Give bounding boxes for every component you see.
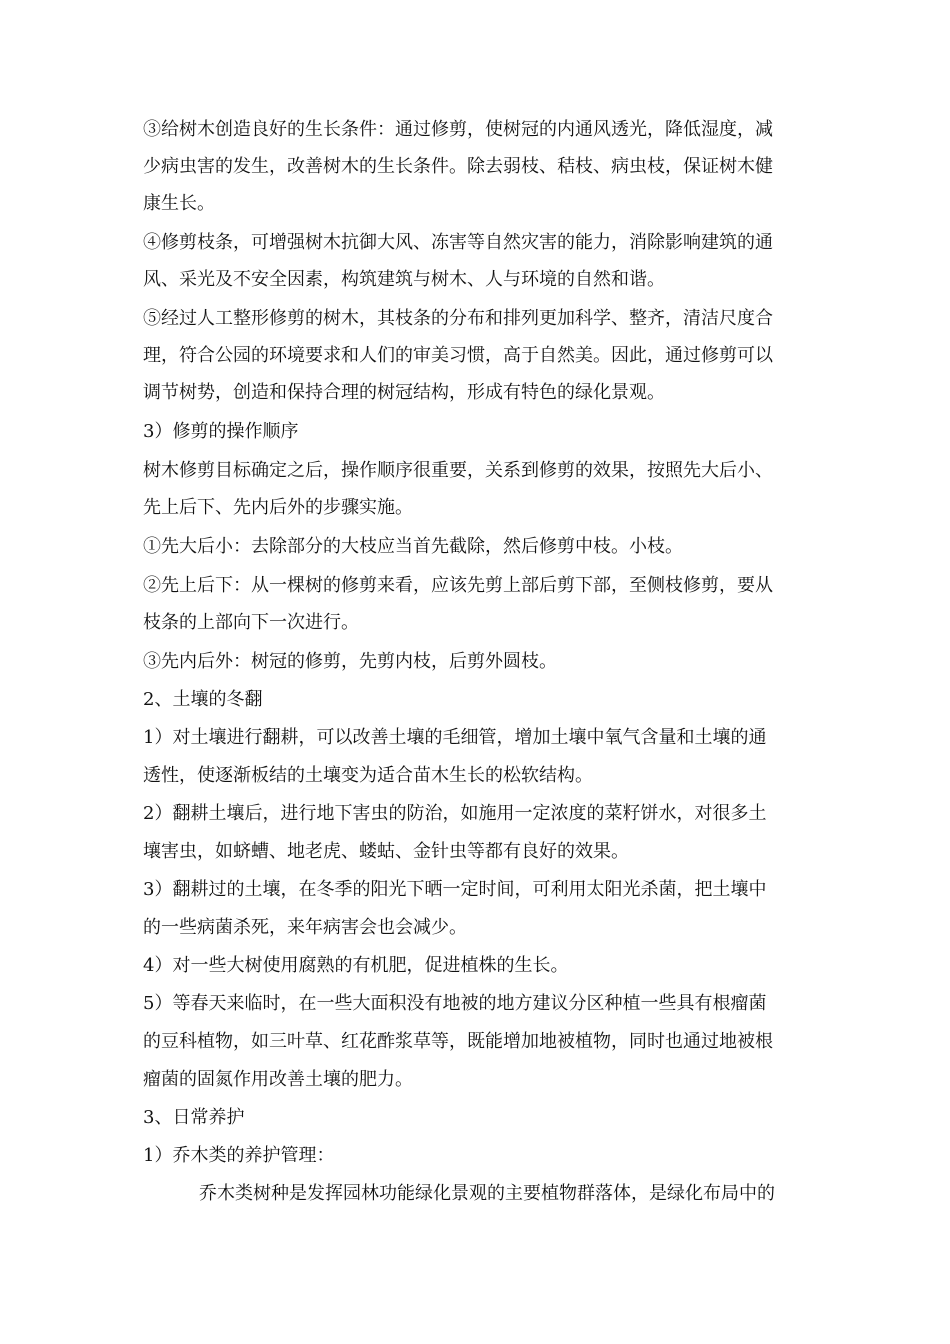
text-line: ⑤经过人工整形修剪的树木，其枝条的分布和排列更加科学、整齐，清洁尺度合 [143,308,773,329]
indented-paragraph-line: 乔木类树种是发挥园林功能绿化景观的主要植物群落体，是绿化布局中的 [199,1183,775,1204]
text-line: 康生长。 [143,193,215,214]
text-line: 2）翻耕土壤后，进行地下害虫的防治，如施用一定浓度的菜籽饼水，对很多土 [143,803,767,824]
text-line: ②先上后下：从一棵树的修剪来看，应该先剪上部后剪下部，至侧枝修剪，要从 [143,575,773,596]
text-line: 树木修剪目标确定之后，操作顺序很重要，关系到修剪的效果，按照先大后小、 [143,460,773,481]
text-line: 的豆科植物，如三叶草、红花酢浆草等，既能增加地被植物，同时也通过地被根 [143,1031,773,1052]
text-line: 调节树势，创造和保持合理的树冠结构，形成有特色的绿化景观。 [143,382,665,403]
text-line: 壤害虫，如蛴螬、地老虎、蝼蛄、金针虫等都有良好的效果。 [143,841,629,862]
section-subheading: 1）乔木类的养护管理： [143,1145,335,1166]
text-line: 先上后下、先内后外的步骤实施。 [143,497,413,518]
text-line: 4）对一些大树使用腐熟的有机肥，促进植株的生长。 [143,955,569,976]
section-heading: 3、日常养护 [143,1107,245,1128]
text-line: 5）等春天来临时，在一些大面积没有地被的地方建议分区种植一些具有根瘤菌 [143,993,767,1014]
text-line: 枝条的上部向下一次进行。 [143,612,359,633]
text-line: 3）翻耕过的土壤，在冬季的阳光下晒一定时间，可利用太阳光杀菌，把土壤中 [143,879,767,900]
text-line: 的一些病菌杀死，来年病害会也会减少。 [143,917,467,938]
text-line: 风、采光及不安全因素，构筑建筑与树木、人与环境的自然和谐。 [143,269,665,290]
text-line: ③给树木创造良好的生长条件：通过修剪，使树冠的内通风透光，降低湿度，减 [143,119,773,140]
text-line: 瘤菌的固氮作用改善土壤的肥力。 [143,1069,413,1090]
section-subheading: 3）修剪的操作顺序 [143,421,299,442]
text-line: ①先大后小：去除部分的大枝应当首先截除，然后修剪中枝。小枝。 [143,536,683,557]
text-line: 透性，使逐渐板结的土壤变为适合苗木生长的松软结构。 [143,765,593,786]
text-line: 1）对土壤进行翻耕，可以改善土壤的毛细管，增加土壤中氧气含量和土壤的通 [143,727,767,748]
text-line: ④修剪枝条，可增强树木抗御大风、冻害等自然灾害的能力，消除影响建筑的通 [143,232,773,253]
text-line: 少病虫害的发生，改善树木的生长条件。除去弱枝、秸枝、病虫枝，保证树木健 [143,156,773,177]
text-line: ③先内后外：树冠的修剪，先剪内枝，后剪外圆枝。 [143,651,557,672]
text-line: 理，符合公园的环境要求和人们的审美习惯，高于自然美。因此，通过修剪可以 [143,345,773,366]
section-heading: 2、土壤的冬翻 [143,689,263,710]
